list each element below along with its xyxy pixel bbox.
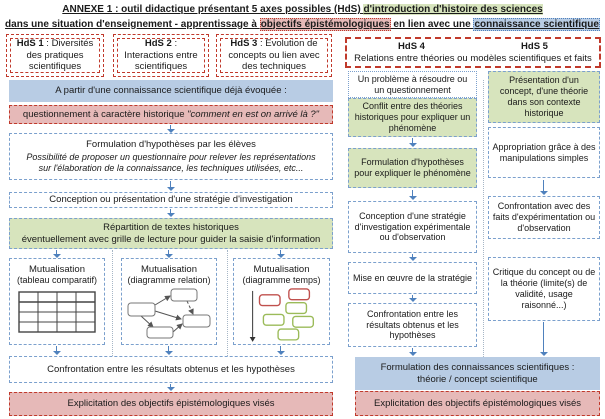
mutualisation-subtitle: (tableau comparatif) (16, 275, 98, 286)
column-separator (227, 250, 228, 356)
questioning-prefix: questionnement à caractère historique (22, 108, 188, 120)
shared-explicitation-bar (355, 391, 600, 416)
hds4-conflict-text: Conflit entre des théories historiques pour expliquer un phénomène (354, 101, 471, 133)
axis-box-hds2 (117, 38, 205, 73)
shared-formulation-bar (355, 357, 600, 390)
relation-diagram-icon (125, 288, 213, 340)
hds45-subtitle: Relations entre théories ou modèles scientifiques et faits (354, 52, 592, 64)
arrow-down-icon (408, 254, 417, 261)
mutualisation-title: Mutualisation (253, 264, 310, 275)
hds5-label: HdS 5 (521, 41, 548, 53)
hds5-appropriation-text: Appropriation grâce à des manipulations simples (492, 141, 596, 163)
arrow-down-icon (164, 346, 173, 355)
hds1-label: HdS 1 (16, 38, 44, 50)
axis-box-hds3 (220, 38, 328, 73)
hds5-presentation-box (488, 71, 600, 123)
title-line1-text: ANNEXE 1 : outil didactique présentant 5 axes possibles (HdS) (62, 4, 364, 15)
axis-box-hds4-hds5 (345, 37, 601, 68)
arrow-down-icon (408, 190, 417, 200)
hds4-conception-text: Conception d'une stratégie d'investigation expérimentale ou d'observation (354, 210, 471, 243)
arrow-down-icon (166, 209, 175, 217)
left-confrontation-text: Confrontation entre les résultats obtenus et les hypothèses (47, 363, 295, 375)
hds1-text: : Diversités des pratiques scientifiques (26, 38, 94, 73)
shared-explicitation-text: Explicitation des objectifs épistémologiques visés (374, 397, 581, 409)
left-start-text: A partir d'une connaissance scientifique déjà évoquée : (55, 85, 287, 97)
axis-box-hds1 (10, 38, 100, 73)
hds5-critique-box (488, 257, 600, 321)
timeline-icon (242, 288, 322, 343)
shared-formulation-line1: Formulation des connaissances scientifiques : (380, 362, 575, 374)
hds5-presentation-text: Présentation d'un concept, d'une théorie dans son contexte historique (499, 75, 589, 118)
hds2-text: : Interactions entre scientifiques (124, 38, 198, 73)
mutualisation-title: Mutualisation (29, 264, 85, 275)
arrow-down-icon (408, 138, 417, 147)
repartition-line1: Répartition de textes historiques (103, 222, 239, 234)
arrow-down-icon (166, 125, 175, 133)
mutualisation-box-relation (121, 258, 217, 345)
hds5-confrontation-text: Confrontation avec des faits d'expérimentation ou d'observation (492, 201, 596, 233)
arrow-down-icon (276, 250, 285, 258)
questioning-quote: "comment en est on arrivé là ?" (187, 108, 320, 120)
column-separator (112, 250, 113, 356)
mutualisation-subtitle: (diagramme relation) (127, 275, 211, 286)
page-title (0, 3, 605, 32)
title-highlight-green: d'introduction d'histoire des sciences (363, 4, 543, 15)
hds4-conception-box (348, 201, 477, 253)
arrow-down-icon (166, 181, 175, 191)
title-highlight-pink: objectifs épistémologiques (260, 18, 390, 30)
mutualisation-title: Mutualisation (141, 264, 197, 275)
hds2-label: HdS 2 (144, 38, 172, 50)
column-separator (483, 80, 484, 357)
left-questioning-bar (9, 105, 333, 124)
arrow-down-icon (52, 346, 61, 355)
mutualisation-subtitle: (diagramme temps) (242, 275, 321, 286)
arrow-down-icon (539, 180, 548, 195)
repartition-line2: éventuellement avec grille de lecture pour guider la saisie d'information (21, 233, 321, 245)
hds3-text: : Evolution de concepts ou lien avec des techniques (228, 38, 320, 73)
hds4-problem-text: Un problème à résoudre ou un questionnement (357, 73, 468, 95)
hds4-label: HdS 4 (398, 41, 425, 53)
hypotheses-line1: Formulation d'hypothèses par les élèves (86, 139, 256, 150)
hds4-hypotheses-text: Formulation d'hypothèses pour expliquer le phénomène (354, 157, 471, 178)
arrow-down-icon (276, 346, 285, 355)
left-repartition-box (9, 218, 333, 249)
left-explicitation-bar (9, 392, 333, 416)
hds5-confrontation-box (488, 196, 600, 239)
hds4-confrontation-box (348, 303, 477, 347)
hds4-confrontation-text: Confrontation entre les résultats obtenus et les hypothèses (366, 308, 459, 341)
arrow-down-icon (52, 250, 61, 258)
hypotheses-note: Possibilité de proposer un questionnaire pour relever les représentations sur l'élaboration de la connaissance, les techniques utilisées, etc... (26, 152, 316, 174)
arrow-down-icon (164, 250, 173, 258)
title-line2 (0, 18, 605, 33)
left-confrontation-box (9, 356, 333, 383)
hds4-mise-en-oeuvre-box (348, 262, 477, 294)
hds4-conflict-box (348, 98, 477, 137)
arrow-down-icon (166, 384, 175, 391)
mutualisation-box-temps (233, 258, 330, 345)
left-conception-box (9, 192, 333, 208)
conception-text: Conception ou présentation d'une stratégie d'investigation (49, 194, 293, 206)
title-highlight-blue: connaissance scientifique (474, 18, 599, 30)
arrow-down-icon (408, 295, 417, 302)
arrow-down-icon (408, 348, 417, 356)
hds5-appropriation-box (488, 127, 600, 178)
table-icon (18, 291, 96, 333)
left-hypotheses-box (9, 133, 333, 180)
hds4-problem-box (348, 71, 477, 98)
arrow-down-icon (539, 322, 548, 356)
hds4-mise-en-oeuvre-text: Mise en œuvre de la stratégie (352, 272, 473, 283)
hds4-hypotheses-box (348, 148, 477, 188)
left-explicitation-text: Explicitation des objectifs épistémologiques visés (67, 398, 275, 410)
title-line2-text2: en lien avec une (390, 18, 474, 30)
left-start-bar (9, 80, 333, 102)
shared-formulation-line2: théorie / concept scientifique (417, 373, 538, 385)
hds5-critique-text: Critique du concept ou de la théorie (limite(s) de validité, usage raisonné...) (492, 267, 596, 310)
title-line2-text1: dans une situation d'enseignement - apprentissage à (5, 18, 260, 30)
hds3-label: HdS 3 (230, 38, 258, 50)
mutualisation-box-table (9, 258, 105, 345)
title-line1 (0, 3, 605, 18)
